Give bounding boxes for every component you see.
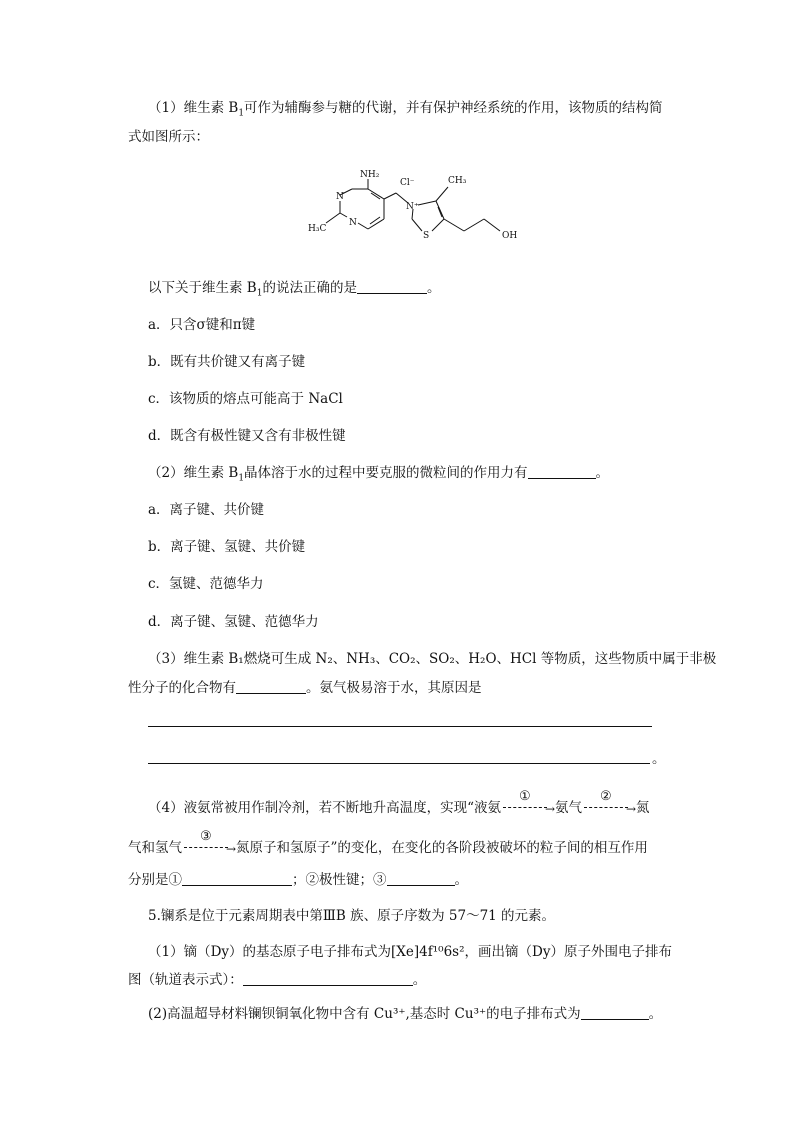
q1-intro-line1: （1）维生素 $B_1$可作为辅酶参与糖的代谢，并有保护神经系统的作用，该物质的结构简 — [148, 100, 663, 119]
q5-part2-answer-blank[interactable] — [581, 1005, 649, 1020]
q1-question: 以下关于维生素 $B_1$的说法正确的是 。 — [148, 280, 441, 299]
nh2-label: NH₂ — [360, 170, 380, 180]
q1-option-a: a．只含σ键和π键 — [148, 317, 256, 333]
q5-part1-answer-blank[interactable] — [243, 971, 413, 986]
q3-line1: （3）维生素 B₁燃烧可生成 N₂、NH₃、CO₂、SO₂、H₂O、HCl 等物质，这些物质中属于非极 — [148, 651, 717, 667]
q5-part2: (2)高温超导材料镧钡铜氧化物中含有 Cu³⁺,基态时 Cu³⁺的电子排布式为 。 — [148, 1006, 663, 1022]
q2-answer-blank[interactable] — [528, 464, 596, 479]
q2-option-c: c．氢键、范德华力 — [148, 576, 264, 592]
q2-option-a: a．离子键、共价键 — [148, 502, 265, 518]
q4-line1: （4）液氨常被用作制冷剂，若不断地升高温度，实现“液氨 → ① 氨气 → ② 氮 — [148, 789, 650, 816]
q2-option-b: b．离子键、氢键、共价键 — [148, 539, 306, 555]
vitamin-b1-structure — [296, 165, 526, 255]
arrow-step-1: → ① — [501, 796, 555, 816]
n-plus-label: N⁺ — [406, 202, 419, 212]
q1-intro-line2: 式如图所示： — [128, 129, 209, 145]
q2-question: （2）维生素 $B_1$晶体溶于水的过程中要克服的微粒间的作用力有 。 — [148, 465, 610, 484]
q5-title: 5.镧系是位于元素周期表中第ⅢB 族、原子序数为 57～71 的元素。 — [148, 908, 556, 924]
q1-option-c: c．该物质的熔点可能高于 NaCl — [148, 391, 343, 407]
q1-option-d: d．既含有极性键又含有非极性键 — [148, 428, 346, 444]
q3-answer-blank[interactable] — [236, 679, 306, 694]
q5-part1-line1: （1）镝（Dy）的基态原子电子排布式为[Xe]4f¹⁰6s²，画出镝（Dy）原子外围电子排布 — [148, 944, 672, 960]
q2-option-d: d．离子键、氢键、范德华力 — [148, 614, 319, 630]
s-label: S — [423, 231, 430, 241]
n1-label: N — [336, 192, 344, 202]
oh-label: OH — [502, 231, 518, 241]
arrow-step-2: → ② — [582, 796, 636, 816]
q4-answer-blank-1[interactable] — [182, 871, 292, 886]
q4-line3: 分别是① ；②极性键；③ 。 — [128, 872, 468, 888]
q1-answer-blank[interactable] — [357, 279, 427, 294]
q3-answer-line-1[interactable] — [148, 726, 652, 727]
q3-end: 。 — [652, 751, 666, 767]
q4-answer-blank-3[interactable] — [387, 871, 455, 886]
q4-line2: 气和氢气 → ③ 氮原子和氢原子”的变化，在变化的各阶段被破坏的粒子间的相互作用 — [128, 829, 648, 856]
q1-option-b: b．既有共价键又有离子键 — [148, 354, 306, 370]
n2-label: N — [349, 218, 357, 228]
ch3-label: CH₃ — [448, 176, 467, 186]
q3-line2: 性分子的化合物有 。氨气极易溶于水，其原因是 — [128, 680, 482, 696]
cl-label: Cl⁻ — [400, 178, 415, 188]
h3c-label: H₃C — [308, 224, 327, 234]
arrow-step-3: → ③ — [182, 836, 236, 856]
q3-answer-line-2[interactable] — [148, 763, 650, 764]
q5-part1-line2: 图（轨道表示式）： 。 — [128, 972, 427, 988]
